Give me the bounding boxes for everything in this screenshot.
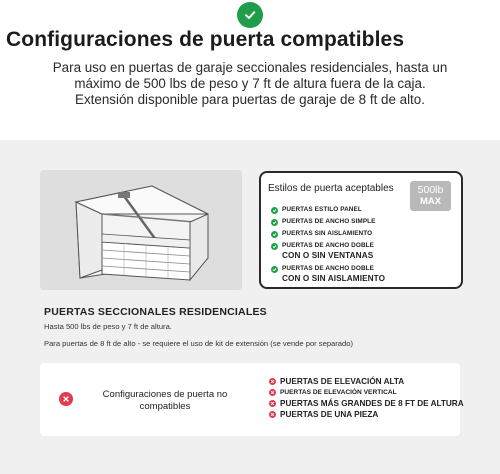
list-item [271, 205, 461, 215]
style-label: PUERTAS SIN AISLAMIENTO [282, 230, 373, 237]
list-item [271, 217, 461, 227]
incompatible-item: PUERTAS DE UNA PIEZA [280, 410, 379, 419]
compatibility-description [0, 60, 500, 108]
description-line: Extensión disponible para puertas de garaje de 8 ft de alto. [75, 92, 425, 107]
check-icon [271, 266, 278, 273]
check-icon [271, 243, 278, 250]
list-item [271, 229, 461, 239]
styles-title: Estilos de puerta aceptables [268, 183, 394, 194]
list-item [271, 264, 461, 285]
list-item [269, 398, 464, 409]
list-item [269, 387, 459, 398]
x-icon [269, 378, 276, 385]
header-section [0, 0, 500, 132]
check-icon [271, 219, 278, 226]
incompatible-label [95, 389, 235, 413]
incompatible-label-line: Configuraciones de puerta no [102, 389, 228, 400]
incompatible-box [40, 363, 464, 436]
details-panel [0, 140, 500, 474]
style-label: PUERTAS DE ANCHO SIMPLE [282, 218, 376, 225]
check-icon [271, 207, 278, 214]
incompatible-item: PUERTAS DE ELEVACIÓN ALTA [280, 377, 405, 386]
residential-heading: PUERTAS SECCIONALES RESIDENCIALES [44, 306, 267, 318]
residential-weight-note: Hasta 500 lbs de peso y 7 ft de altura. [44, 322, 172, 331]
incompatible-item: PUERTAS DE ELEVACIÓN VERTICAL [280, 389, 397, 396]
check-circle-icon [237, 2, 263, 28]
style-label [282, 264, 385, 285]
style-label-sub: CON O SIN VENTANAS [282, 251, 374, 260]
x-icon [269, 411, 276, 418]
garage-illustration [40, 170, 242, 290]
description-line: máximo de 500 lbs de peso y 7 ft de altura fuera de la caja. [74, 76, 426, 91]
incompatible-list [269, 376, 464, 420]
list-item [271, 241, 461, 262]
badge-max: MAX [419, 196, 442, 207]
residential-extension-note: Para puertas de 8 ft de alto - se requiere el uso de kit de extensión (se vende por separado) [44, 339, 354, 348]
x-circle-icon [59, 392, 73, 406]
x-icon [269, 400, 276, 407]
incompatible-item: PUERTAS MÁS GRANDES DE 8 FT DE ALTURA [280, 399, 464, 408]
check-icon [271, 231, 278, 238]
list-item [269, 376, 459, 387]
badge-weight: 500lb [417, 184, 444, 196]
list-item [269, 409, 459, 420]
description-line: Para uso en puertas de garaje seccionales residenciales, hasta un [52, 60, 448, 75]
style-label: PUERTAS ESTILO PANEL [282, 206, 362, 213]
page-title: Configuraciones de puerta compatibles [6, 28, 405, 51]
x-icon [269, 389, 276, 396]
style-label-main: PUERTAS DE ANCHO DOBLE [282, 265, 375, 272]
style-label [282, 241, 374, 262]
incompatible-label-line: compatibles [139, 401, 191, 412]
style-label-sub: CON O SIN AISLAMIENTO [282, 274, 386, 283]
style-label-main: PUERTAS DE ANCHO DOBLE [282, 242, 375, 249]
acceptable-styles-list [271, 205, 461, 287]
acceptable-styles-box [259, 171, 463, 289]
